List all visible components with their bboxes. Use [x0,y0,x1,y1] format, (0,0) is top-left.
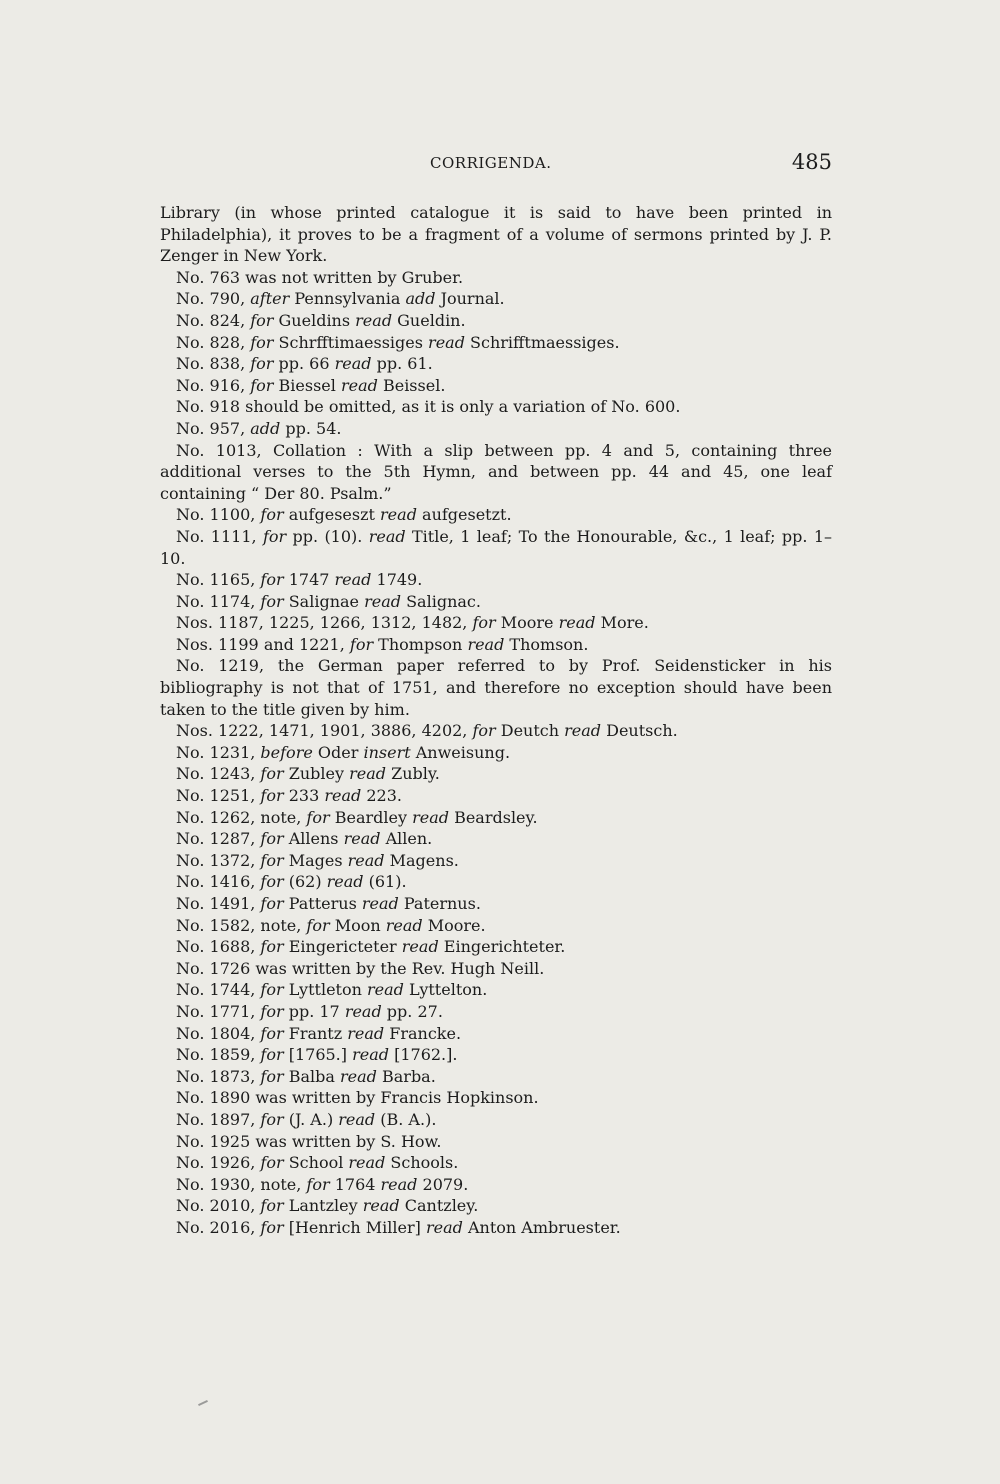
editorial-instruction: for [260,764,284,784]
editorial-instruction: read [364,591,401,611]
entry-text: Thomson. [504,634,589,654]
editorial-instruction: read [401,937,439,957]
entry-text: No. 1174, [176,591,261,611]
corrigendum-entry [160,440,832,505]
entry-text: Anweisung. [410,742,511,762]
entry-text: No. 1111, [176,526,263,546]
editorial-instruction: for [472,613,496,633]
entry-text: (61). [363,872,407,892]
corrigendum-entry [160,1087,832,1109]
editorial-instruction: read [348,1153,386,1173]
entry-text: Paternus. [398,894,481,913]
entry-text: Nos. 1222, 1471, 1901, 3886, 4202, [176,721,473,741]
entry-text: pp. 61. [371,354,433,374]
editorial-instruction: for [260,505,284,525]
entry-text: Schrfftimaessiges [273,332,429,352]
entry-text: No. 1688, [176,937,261,957]
entry-text: pp. 54. [280,418,342,438]
corrigendum-entry [160,634,832,656]
entry-text: (J. A.) [283,1109,339,1129]
corrigendum-entry [160,353,832,375]
corrigendum-entry [160,202,832,267]
entry-text: No. 1771, [176,1001,261,1021]
corrigendum-entry [160,569,832,591]
corrigendum-entry [160,1044,832,1066]
corrigendum-entry [160,958,832,980]
entry-text: No. 838, [176,354,251,374]
entry-text: [1765.] [283,1045,353,1065]
editorial-instruction: read [367,980,404,1000]
editorial-instruction: for [260,1196,284,1216]
editorial-instruction: read [380,1174,418,1194]
corrigendum-entry [160,720,832,742]
entry-text: Lantzley [283,1196,363,1216]
entry-text: No. 790, [176,289,251,309]
entry-text: Beardsley. [448,807,538,827]
entry-text: No. 1219, the German paper referred to by Prof. Seidensticker in his bibliography is not that of 1751, and therefore no exception should have been taken to the title given by him. [160,656,832,719]
editorial-instruction: read [412,807,449,827]
corrigendum-entry [160,893,832,915]
entry-text: 223. [361,786,402,806]
editorial-instruction: read [467,634,505,654]
editorial-instruction: for [260,1066,284,1086]
entry-text: Francke. [384,1023,462,1043]
entry-text: No. 1262, note, [176,807,307,827]
entry-text: No. 1804, [176,1023,261,1043]
entry-text: No. 1491, [176,894,261,913]
corrigendum-entry [160,396,832,418]
corrigendum-entry [160,850,832,872]
corrigendum-entry [160,504,832,526]
editorial-instruction: for [260,1001,284,1021]
corrigendum-entry [160,979,832,1001]
entry-text: Moore. [422,915,486,935]
editorial-instruction: for [260,1153,284,1173]
editorial-instruction: for [349,634,374,654]
editorial-instruction: for [250,375,274,395]
entry-text: Lyttelton. [403,980,488,1000]
editorial-instruction: after [250,289,290,309]
entry-text: No. 1165, [176,570,261,590]
corrigendum-entry [160,1131,832,1153]
print-speck [198,1400,208,1406]
entry-text: Moore [495,613,559,633]
entry-text: Allen. [380,829,433,849]
entry-text: Moon [329,915,386,935]
entry-text: No. 1013, Collation : With a slip between pp. 4 and 5, containing three additional verses to the 5th Hymn, and between pp. 44 and 45, one leaf containing “ Der 80. Psalm.” [160,440,832,503]
editorial-instruction: for [260,570,284,590]
editorial-instruction: insert [363,742,411,762]
editorial-instruction: for [306,807,330,827]
corrigendum-entry [160,332,832,354]
editorial-instruction: read [347,1023,385,1043]
entry-text: School [283,1153,349,1173]
entry-text: No. 1243, [176,764,261,784]
editorial-instruction: read [380,505,417,525]
entry-text: Anton Ambruester. [462,1217,621,1237]
entry-text: No. 1372, [176,850,261,870]
editorial-instruction: for [260,980,284,1000]
entry-text: No. 916, [176,375,251,395]
editorial-instruction: for [306,915,330,935]
entry-text: Eingericteter [283,937,402,957]
entry-text: Zubly. [386,764,440,784]
editorial-instruction: for [260,894,284,913]
entry-text: aufgesetzt. [416,505,512,525]
editorial-instruction: read [349,764,386,784]
corrigendum-entry [160,288,832,310]
corrigendum-entry [160,1217,832,1239]
editorial-instruction: read [428,332,465,352]
editorial-instruction: read [324,786,362,806]
corrigendum-entry [160,591,832,613]
entry-text: Deutch [495,721,565,741]
entry-text: Nos. 1199 and 1221, [176,634,350,654]
editorial-instruction: for [250,332,274,352]
corrigendum-entry [160,418,832,440]
entry-text: No. 1930, note, [176,1174,307,1194]
entry-text: No. 1890 was written by Francis Hopkinson. [176,1088,539,1108]
entry-text: No. 1897, [176,1109,261,1129]
editorial-instruction: read [334,570,372,590]
corrigendum-entry [160,1001,832,1023]
entry-text: No. 1726 was written by the Rev. Hugh Neill. [176,958,545,978]
editorial-instruction: add [250,418,281,438]
entry-text: No. 1926, [176,1153,261,1173]
entry-text: Salignae [283,591,365,611]
entry-text: 2079. [417,1174,469,1194]
entry-text: Schools. [385,1153,459,1173]
corrigendum-entry [160,785,832,807]
entry-text: No. 1231, [176,742,261,762]
corrigendum-entry [160,1109,832,1131]
corrigendum-entry [160,915,832,937]
entry-text: 1749. [371,570,423,590]
editorial-instruction: read [340,375,378,395]
editorial-instruction: for [260,1023,284,1043]
entry-text: [Henrich Miller] [283,1217,426,1237]
entry-text: 1764 [329,1174,381,1194]
entry-text: Pennsylvania [289,289,406,309]
editorial-instruction: read [347,850,385,870]
corrigendum-entry [160,871,832,893]
corrigendum-entry [160,742,832,764]
entry-text: No. 1582, note, [176,915,307,935]
entry-text: No. 1416, [176,872,261,892]
editorial-instruction: for [260,591,284,611]
editorial-instruction: read [355,310,393,330]
entry-text: Barba. [376,1066,436,1086]
editorial-instruction: read [338,1109,376,1129]
editorial-instruction: read [340,1066,377,1086]
editorial-instruction: read [361,894,399,913]
editorial-instruction: for [472,721,496,741]
entry-text: Lyttleton [283,980,367,1000]
corrigendum-entry [160,655,832,720]
corrigendum-entry [160,807,832,829]
editorial-instruction: for [262,526,287,546]
entry-text: No. 828, [176,332,251,352]
entry-text: Beissel. [377,375,446,395]
entry-text: No. 2016, [176,1217,261,1237]
editorial-instruction: for [306,1174,330,1194]
page-number: 485 [791,150,832,174]
entry-text: No. 1251, [176,786,261,806]
entry-text: Deutsch. [601,721,678,741]
corrigendum-entry [160,936,832,958]
entry-text: [1762.]. [389,1045,458,1065]
editorial-instruction: for [260,850,284,870]
corrigendum-entry [160,763,832,785]
entry-text: 233 [283,786,325,806]
entry-text: Mages [283,850,348,870]
editorial-instruction: for [260,937,284,957]
corrigenda-list [160,202,832,1239]
entry-text: Frantz [283,1023,348,1043]
entry-text: No. 918 should be omitted, as it is only a variation of No. 600. [176,397,681,417]
running-title: CORRIGENDA. [430,154,552,172]
entry-text: No. 1873, [176,1066,261,1086]
editorial-instruction: read [425,1217,463,1237]
corrigendum-entry [160,1152,832,1174]
editorial-instruction: for [260,829,284,849]
entry-text: Beardley [329,807,413,827]
entry-text: No. 1925 was written by S. How. [176,1131,442,1151]
entry-text: pp. (10). [286,526,369,546]
entry-text: Gueldin. [392,310,466,330]
editorial-instruction: read [362,1196,400,1216]
entry-text: Patterus [283,894,362,913]
entry-text: Biessel [273,375,341,395]
entry-text: aufgeseszt [283,505,381,525]
editorial-instruction: for [260,1109,284,1129]
entry-text: (B. A.). [375,1109,437,1129]
editorial-instruction: for [260,1045,284,1065]
entry-text: No. 1287, [176,829,261,849]
entry-text: Cantzley. [399,1196,479,1216]
corrigendum-entry [160,828,832,850]
entry-text: pp. 66 [273,354,335,374]
entry-text: No. 957, [176,418,251,438]
editorial-instruction: read [344,1001,382,1021]
entry-text: Eingerichteter. [438,937,566,957]
corrigendum-entry [160,1174,832,1196]
entry-text: Zubley [283,764,350,784]
entry-text: No. 1100, [176,505,261,525]
page-header [160,150,832,178]
entry-text: 1747 [283,570,335,590]
editorial-instruction: read [343,829,381,849]
entry-text: Oder [312,742,364,762]
entry-text: (62) [283,872,327,892]
editorial-instruction: read [558,613,596,633]
corrigendum-entry [160,310,832,332]
editorial-instruction: add [405,289,436,309]
entry-text: Allens [283,829,344,849]
editorial-instruction: for [260,786,284,806]
entry-text: Nos. 1187, 1225, 1266, 1312, 1482, [176,613,473,633]
entry-text: Salignac. [401,591,481,611]
editorial-instruction: read [326,872,364,892]
entry-text: No. 2010, [176,1196,261,1216]
entry-text: No. 763 was not written by Gruber. [176,267,464,287]
entry-text: Journal. [435,289,505,309]
entry-text: Schrifftmaessiges. [464,332,620,352]
editorial-instruction: for [260,872,284,892]
entry-text: Thompson [373,634,468,654]
entry-text: No. 1744, [176,980,261,1000]
entry-text: pp. 27. [381,1001,443,1021]
entry-text: More. [595,613,649,633]
editorial-instruction: read [352,1045,389,1065]
entry-text: Title, 1 leaf; To the Honourable, &c., 1 leaf; pp. 1–10. [160,526,832,568]
editorial-instruction: for [250,354,274,374]
editorial-instruction: read [368,526,406,546]
editorial-instruction: before [260,742,313,762]
corrigendum-entry [160,375,832,397]
entry-text: pp. 17 [283,1001,345,1021]
corrigendum-entry [160,267,832,289]
entry-text: No. 1859, [176,1045,261,1065]
entry-text: Gueldins [273,310,356,330]
editorial-instruction: read [564,721,602,741]
corrigendum-entry [160,612,832,634]
entry-text: Balba [283,1066,340,1086]
corrigendum-entry [160,1023,832,1045]
entry-text: Library (in whose printed catalogue it is said to have been printed in Philadelphia), it proves to be a fragment of a volume of sermons printed by J. P. Zenger in New York. [160,203,832,266]
corrigendum-entry [160,526,832,569]
corrigendum-entry [160,1195,832,1217]
editorial-instruction: read [385,915,423,935]
corrigendum-entry [160,1066,832,1088]
editorial-instruction: read [334,354,372,374]
entry-text: Magens. [384,850,459,870]
entry-text: No. 824, [176,310,251,330]
editorial-instruction: for [250,310,274,330]
editorial-instruction: for [260,1217,284,1237]
